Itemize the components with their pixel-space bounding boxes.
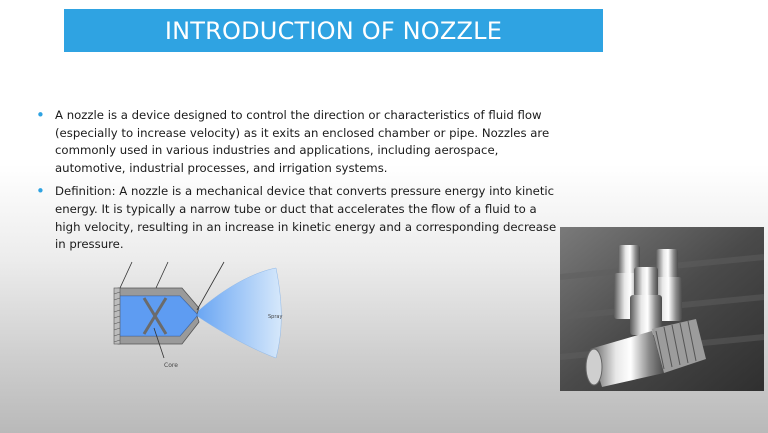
spray-label: Spray xyxy=(268,314,283,320)
bullet-text: Definition: A nozzle is a mechanical device that converts pressure energy into kinetic energy. It is typically a narrow tube or duct that accelerates the flow of a fluid to a high velocity, resulting in an increase in kinetic energy and a corresponding decrease in pressure. xyxy=(55,184,557,252)
bullet-item xyxy=(36,183,560,253)
spray-cone xyxy=(197,268,281,358)
bullet-list xyxy=(36,107,560,260)
slide-title: INTRODUCTION OF NOZZLE xyxy=(64,9,603,52)
nozzles-photo xyxy=(560,227,764,391)
nozzle-diagram xyxy=(104,258,308,376)
fluid-chamber xyxy=(118,296,197,336)
core-label: Core xyxy=(164,362,178,369)
bullet-icon: • xyxy=(36,106,45,124)
nozzle-piece xyxy=(630,267,662,335)
bullet-item xyxy=(36,107,560,177)
bullet-icon: • xyxy=(36,182,45,201)
bullet-text: A nozzle is a device designed to control the direction or characteristics of fluid flow (especially to increase velocity) as it exits an enclosed chamber or pipe. Nozzles are commonly used in various industries and applications, including aerospace, automotive, industrial processes, and irrigation systems. xyxy=(55,108,550,175)
